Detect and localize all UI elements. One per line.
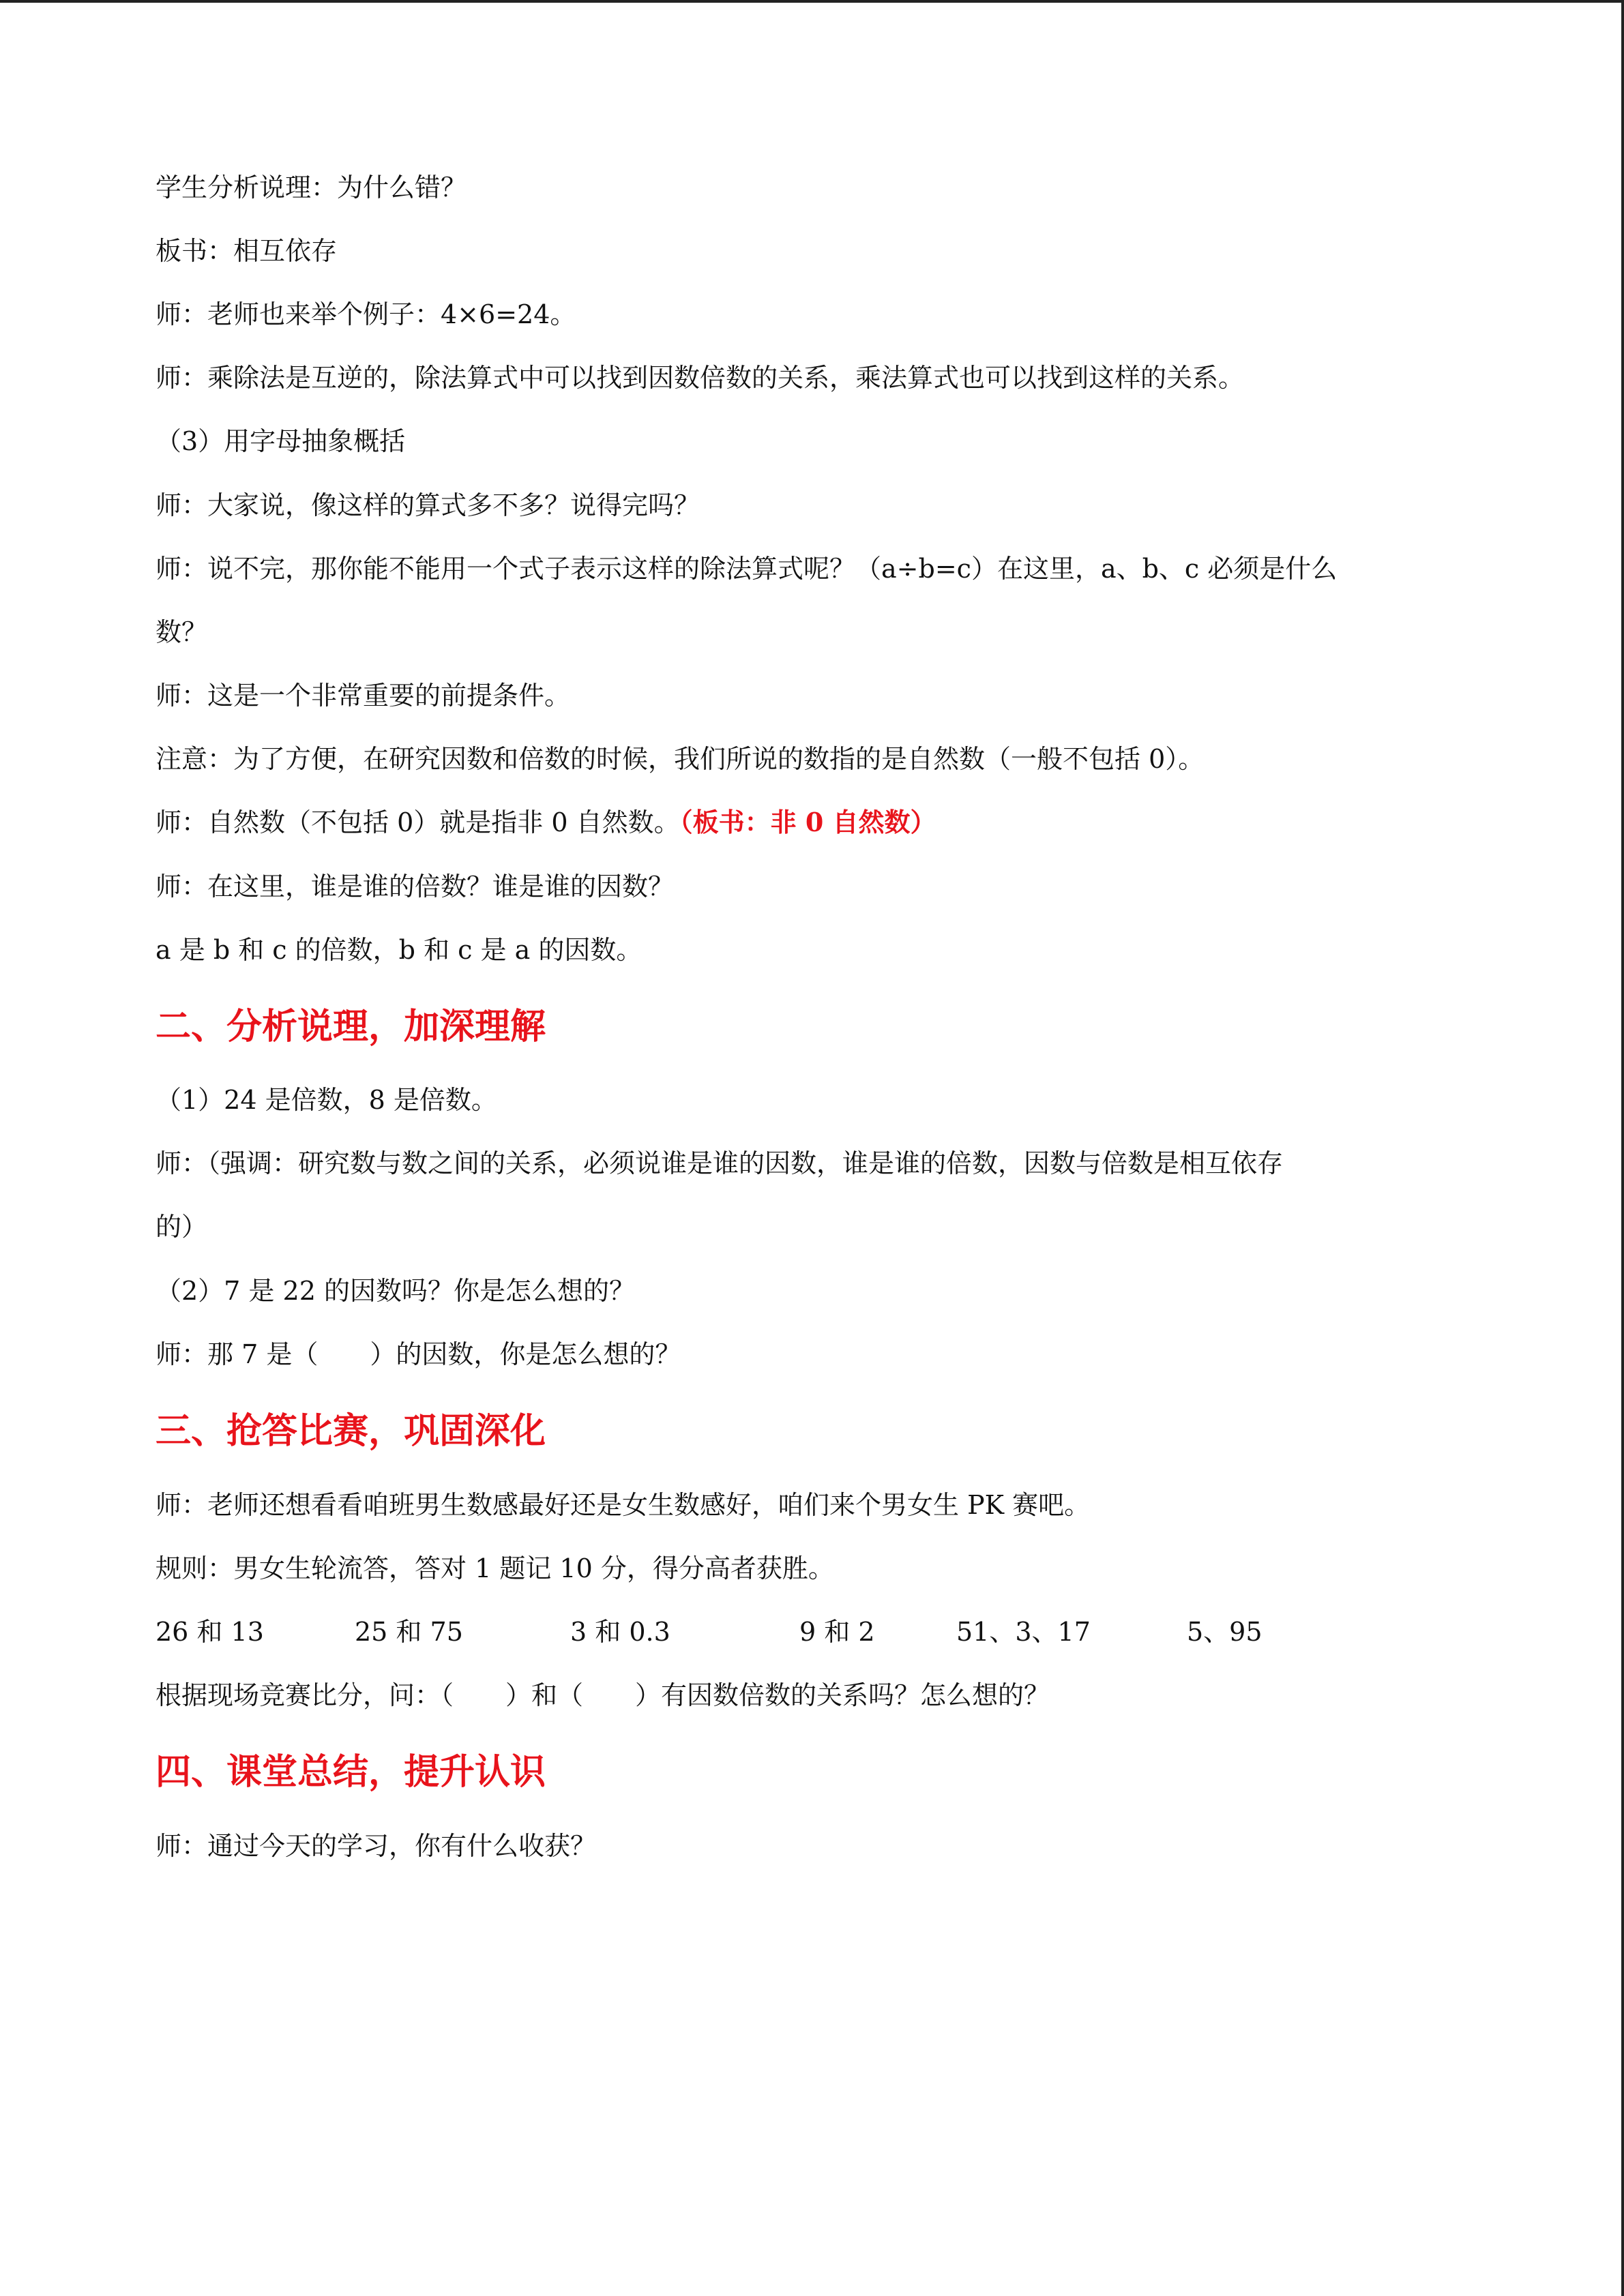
text-line: 的） (156, 1212, 208, 1242)
text-line (156, 809, 936, 835)
number-pair: 26 和 13 (156, 1617, 264, 1647)
text-line: 数？ (156, 617, 208, 647)
section-heading-4: 四、课堂总结，提升认识 (156, 1752, 546, 1793)
text-segment: 师：自然数（不包括 0）就是指非 0 自然数。 (156, 807, 680, 837)
text-line: 板书：相互依存 (156, 236, 338, 266)
text-line: 师：这是一个非常重要的前提条件。 (156, 681, 571, 711)
section-heading-3: 三、抢答比赛，巩固深化 (156, 1411, 546, 1452)
page-top-border (0, 0, 1624, 3)
number-pair: 9 和 2 (799, 1617, 875, 1647)
text-line: 师：（强调：研究数与数之间的关系，必须说谁是谁的因数，谁是谁的倍数，因数与倍数是相互依存 (156, 1148, 1284, 1178)
number-pair: 51、3、17 (956, 1617, 1091, 1647)
board-note: （板书：非 0 自然数） (679, 807, 936, 837)
number-pair: 5、95 (1187, 1617, 1263, 1647)
number-pair: 25 和 75 (355, 1617, 463, 1647)
page-right-border (1621, 0, 1624, 2296)
text-line: 根据现场竞赛比分，问：（ ）和（ ）有因数倍数的关系吗？怎么想的？ (156, 1680, 1050, 1710)
text-line: 师：在这里，谁是谁的倍数？谁是谁的因数？ (156, 871, 675, 901)
text-line: 师：老师还想看看咱班男生数感最好还是女生数感好，咱们来个男女生 PK 赛吧。 (156, 1490, 1091, 1520)
subsection-title: （2）7 是 22 的因数吗？你是怎么想的？ (156, 1276, 635, 1306)
number-pairs-row (0, 1619, 1624, 1648)
subsection-title: （1）24 是倍数，8 是倍数。 (156, 1085, 497, 1115)
rules-line: 规则：男女生轮流答，答对 1 题记 10 分，得分高者获胜。 (156, 1553, 834, 1583)
text-line: 学生分析说理：为什么错？ (156, 173, 467, 203)
text-line: a 是 b 和 c 的倍数，b 和 c 是 a 的因数。 (156, 935, 643, 965)
text-line: 师：乘除法是互逆的，除法算式中可以找到因数倍数的关系，乘法算式也可以找到这样的关系。 (156, 363, 1245, 393)
text-line: 师：大家说，像这样的算式多不多？说得完吗？ (156, 490, 700, 520)
text-line: 师：通过今天的学习，你有什么收获？ (156, 1831, 597, 1861)
section-heading-2: 二、分析说理，加深理解 (156, 1007, 546, 1047)
subsection-title: （3）用字母抽象概括 (156, 426, 406, 456)
text-line: 师：说不完，那你能不能用一个式子表示这样的除法算式呢？（a÷b=c）在这里，a、b、c 必须是什么 (156, 554, 1338, 584)
number-pair: 3 和 0.3 (570, 1617, 670, 1647)
text-line: 师：那 7 是（ ）的因数，你是怎么想的？ (156, 1339, 681, 1369)
text-line: 师：老师也来举个例子：4×6=24。 (156, 299, 576, 329)
note-line: 注意：为了方便，在研究因数和倍数的时候，我们所说的数指的是自然数（一般不包括 0）。 (156, 744, 1205, 774)
